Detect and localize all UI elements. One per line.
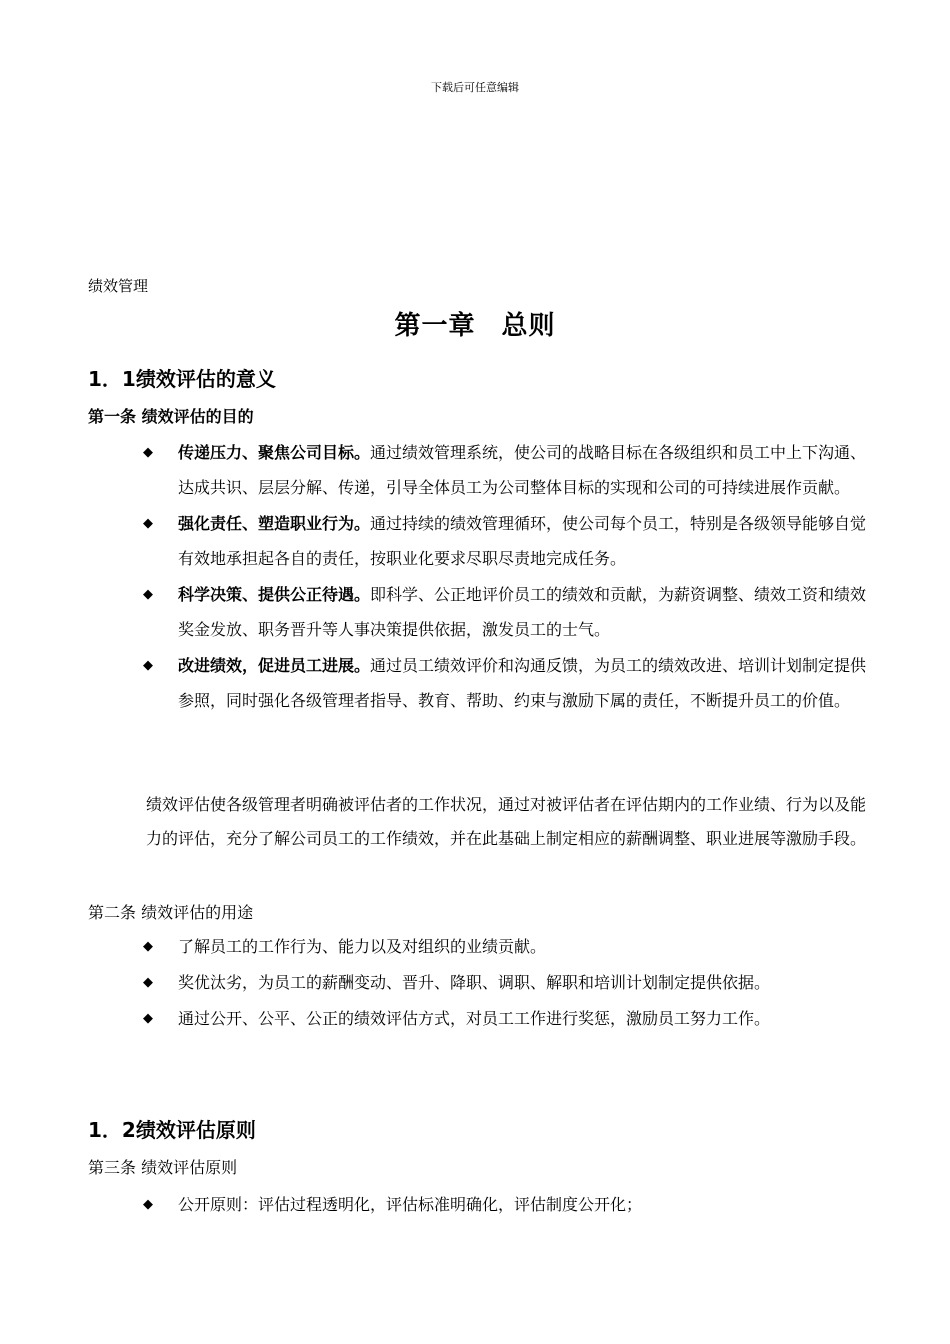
article-2-list	[140, 929, 880, 1037]
diamond-bullet-icon: ◆	[143, 658, 153, 673]
section-heading-1-2: 1．2绩效评估原则	[88, 1118, 256, 1142]
list-item	[140, 506, 880, 576]
diamond-bullet-icon: ◆	[143, 587, 153, 602]
list-item	[140, 929, 880, 964]
document-label: 绩效管理	[88, 277, 149, 295]
chapter-number: 第一章	[394, 311, 476, 341]
item-lead: 传递压力、聚焦公司目标。	[178, 443, 371, 462]
article-heading-3: 第三条 绩效评估原则	[88, 1158, 238, 1177]
diamond-bullet-icon: ◆	[143, 975, 153, 990]
item-text: 通过公开、公平、公正的绩效评估方式，对员工工作进行奖惩，激励员工努力工作。	[178, 1009, 771, 1028]
article-1-list	[140, 435, 880, 719]
list-item	[140, 435, 880, 505]
diamond-bullet-icon: ◆	[143, 516, 153, 531]
item-text: 奖优汰劣，为员工的薪酬变动、晋升、降职、调职、解职和培训计划制定提供依据。	[178, 973, 771, 992]
item-lead: 改进绩效，促进员工进展。	[178, 656, 371, 675]
item-text: 通过持续的绩效管理循环，使公司每个员工，特别是各级领导能够自觉有效地承担起各自的责任，按职业化要求尽职尽责地完成任务。	[178, 514, 867, 568]
article-heading-2: 第二条 绩效评估的用途	[88, 903, 254, 922]
article-1-summary: 绩效评估使各级管理者明确被评估者的工作状况，通过对被评估者在评估期内的工作业绩、行为以及能力的评估，充分了解公司员工的工作绩效，并在此基础上制定相应的薪酬调整、职业进展等激励手段。	[146, 795, 867, 848]
item-text: 通过绩效管理系统，使公司的战略目标在各级组织和员工中上下沟通、达成共识、层层分解、传递，引导全体员工为公司整体目标的实现和公司的可持续进展作贡献。	[178, 443, 867, 497]
section-heading-1-1: 1．1绩效评估的意义	[88, 367, 276, 391]
item-text: 了解员工的工作行为、能力以及对组织的业绩贡献。	[178, 937, 547, 956]
list-item	[140, 1001, 880, 1036]
diamond-bullet-icon: ◆	[143, 1011, 153, 1026]
chapter-title	[0, 305, 950, 342]
list-item	[140, 1187, 880, 1222]
item-lead: 强化责任、塑造职业行为。	[178, 514, 371, 533]
list-item	[140, 965, 880, 1000]
diamond-bullet-icon: ◆	[143, 1197, 153, 1212]
chapter-name: 总则	[501, 311, 556, 341]
item-text: 通过员工绩效评价和沟通反馈，为员工的绩效改进、培训计划制定提供参照，同时强化各级管理者指导、教育、帮助、约束与激励下属的责任，不断提升员工的价值。	[178, 656, 867, 710]
article-heading-1: 第一条 绩效评估的目的	[88, 407, 254, 426]
header-note: 下载后可任意编辑	[431, 81, 519, 94]
list-item	[140, 648, 880, 718]
diamond-bullet-icon: ◆	[143, 939, 153, 954]
article-3-list	[140, 1187, 880, 1223]
list-item	[140, 577, 880, 647]
item-text: 公开原则：评估过程透明化，评估标准明确化，评估制度公开化；	[178, 1195, 643, 1214]
item-lead: 科学决策、提供公正待遇。	[178, 585, 371, 604]
diamond-bullet-icon: ◆	[143, 445, 153, 460]
item-text: 即科学、公正地评价员工的绩效和贡献，为薪资调整、绩效工资和绩效奖金发放、职务晋升等人事决策提供依据，激发员工的士气。	[178, 585, 867, 639]
